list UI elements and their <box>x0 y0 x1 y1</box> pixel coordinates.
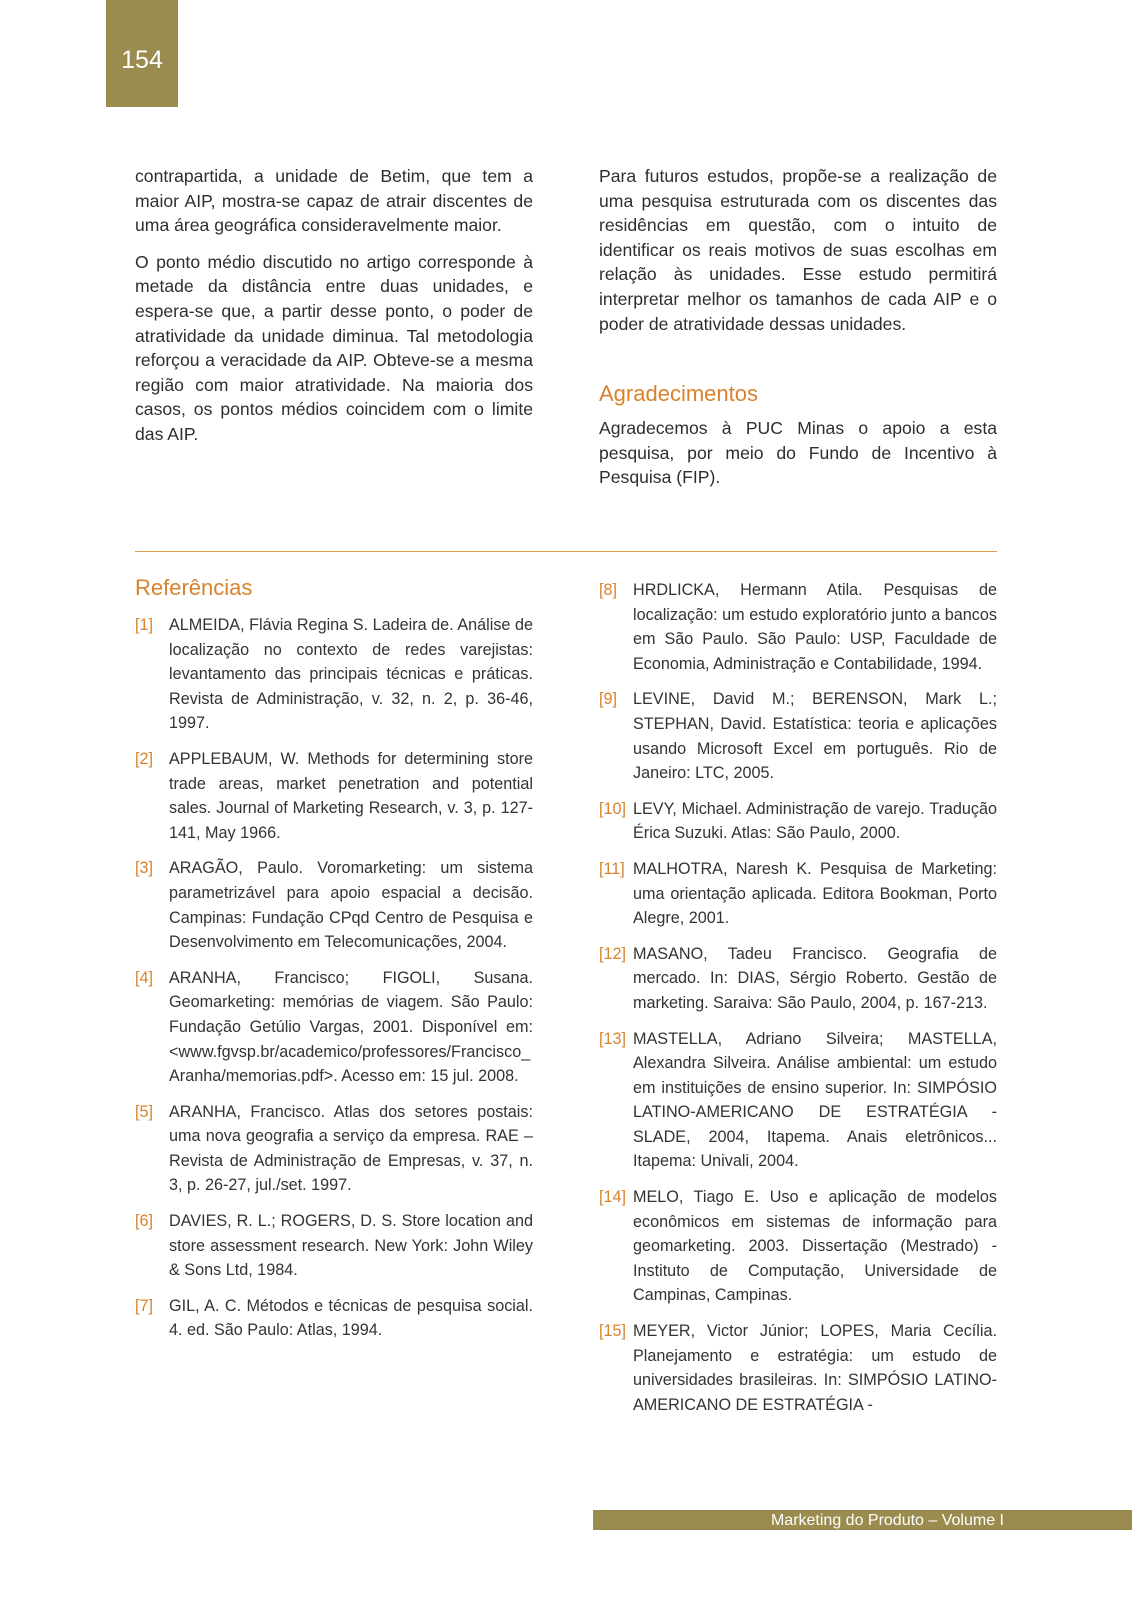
reference-number: [14] <box>599 1188 627 1207</box>
reference-text: HRDLICKA, Hermann Atila. Pesquisas de localização: um estudo exploratório junto a bancos em São Paulo. São Paulo: USP, Faculdade de Economia, Administração e Contabilidade, 1994. <box>633 581 997 673</box>
reference-number: [3] <box>135 859 153 878</box>
reference-item <box>135 613 533 736</box>
reference-number: [8] <box>599 581 617 599</box>
reference-number: [12] <box>599 944 627 963</box>
reference-item <box>135 1100 533 1198</box>
body-paragraph: O ponto médio discutido no artigo corresponde à metade da distância entre duas unidades, e espera-se que, a partir desse ponto, o poder de atratividade da unidade diminua. Tal metodologia reforçou a veracidade da AIP. Obteve-se a mesma região com maior atratividade. Na maioria dos casos, os pontos médios coincidem com o limite das AIP. <box>135 251 533 444</box>
reference-item <box>135 966 533 1089</box>
reference-number: [2] <box>135 749 153 768</box>
reference-text: ALMEIDA, Flávia Regina S. Ladeira de. Análise de localização no contexto de redes varejistas: levantamento das principais técnicas e práticas. Revista de Administração, v. 32, n. 2, p. 36-46, 1997. <box>169 616 533 733</box>
reference-item <box>599 797 997 846</box>
reference-text: ARANHA, Francisco. Atlas dos setores postais: uma nova geografia a serviço da empresa. RAE – Revista de Administração de Empresas, v. 37, n. 3, p. 26-27, jul./set. 1997. <box>169 1102 533 1195</box>
reference-item <box>135 1209 533 1283</box>
reference-item <box>599 1185 997 1308</box>
page-number: 154 <box>106 0 178 107</box>
reference-text: APPLEBAUM, W. Methods for determining store trade areas, market penetration and potential sales. Journal of Marketing Research, v. 3, p. 127-141, May 1966. <box>169 749 533 842</box>
acknowledgements-text: Agradecemos à PUC Minas o apoio a esta pesquisa, por meio do Fundo de Incentivo à Pesquisa (FIP). <box>599 418 997 488</box>
reference-text: ARANHA, Francisco; FIGOLI, Susana. Geomarketing: memórias de viagem. São Paulo: Fundação Getúlio Vargas, 2001. Disponível em: <www.fgvsp.br/academico/professores/Francisco_Aranha/memorias.pdf>. Acesso em: 15 jul. 2008. <box>169 968 533 1086</box>
right-body-column <box>599 164 997 502</box>
reference-number: [15] <box>599 1322 627 1341</box>
reference-number: [11] <box>599 859 625 878</box>
body-paragraph: Para futuros estudos, propõe-se a realização de uma pesquisa estruturada com os discentes das residências em questão, com o intuito de identificar os reais motivos de suas escolhas em relação às unidades. Esse estudo permitirá interpretar melhor os tamanhos de cada AIP e o poder de atratividade dessas unidades. <box>599 166 997 334</box>
reference-text: MEYER, Victor Júnior; LOPES, Maria Cecília. Planejamento e estratégia: um estudo de universidades brasileiras. In: SIMPÓSIO LATINO-AMERICANO DE ESTRATÉGIA - <box>633 1322 997 1414</box>
references-title: Referências <box>135 575 253 600</box>
reference-item <box>599 1319 997 1417</box>
reference-number: [7] <box>135 1296 153 1315</box>
section-divider <box>135 551 997 552</box>
reference-text: DAVIES, R. L.; ROGERS, D. S. Store location and store assessment research. New York: John Wiley & Sons Ltd, 1984. <box>169 1212 533 1280</box>
reference-number: [9] <box>599 690 617 709</box>
reference-text: LEVY, Michael. Administração de varejo. Tradução Érica Suzuki. Atlas: São Paulo, 2000. <box>633 799 997 843</box>
left-body-column <box>135 164 533 459</box>
footer-title: Marketing do Produto – Volume I <box>770 1512 1004 1529</box>
reference-text: LEVINE, David M.; BERENSON, Mark L.; STEPHAN, David. Estatística: teoria e aplicações usando Microsoft Excel em português. Rio de Janeiro: LTC, 2005. <box>633 690 997 783</box>
reference-number: [1] <box>135 616 153 634</box>
reference-text: MALHOTRA, Naresh K. Pesquisa de Marketing: uma orientação aplicada. Editora Bookman, Porto Alegre, 2001. <box>633 859 997 928</box>
reference-item <box>599 857 997 931</box>
reference-item <box>599 578 997 676</box>
reference-number: [6] <box>135 1212 153 1231</box>
acknowledgements-title: Agradecimentos <box>599 381 758 407</box>
reference-text: MASANO, Tadeu Francisco. Geografia de mercado. In: DIAS, Sérgio Roberto. Gestão de marketing. Saraiva: São Paulo, 2004, p. 167-213. <box>633 944 997 1012</box>
reference-item <box>135 747 533 845</box>
reference-item <box>135 1294 533 1343</box>
reference-item <box>135 856 533 954</box>
reference-text: MELO, Tiago E. Uso e aplicação de modelos econômicos em sistemas de informação para geomarketing. 2003. Dissertação (Mestrado) - Instituto de Computação, Universidade de Campinas, Campinas. <box>633 1188 997 1305</box>
reference-item <box>599 687 997 785</box>
reference-text: ARAGÃO, Paulo. Voromarketing: um sistema parametrizável para apoio espacial a decisão. Campinas: Fundação CPqd Centro de Pesquisa e Desenvolvimento em Telecomunicações, 2004. <box>169 859 533 952</box>
footer-bar <box>593 1510 1132 1530</box>
reference-number: [13] <box>599 1029 627 1048</box>
references-right-column <box>599 578 997 1428</box>
reference-item <box>599 1027 997 1175</box>
reference-number: [10] <box>599 799 627 818</box>
body-paragraph: contrapartida, a unidade de Betim, que tem a maior AIP, mostra-se capaz de atrair discentes de uma área geográfica consideravelmente maior. <box>135 166 533 236</box>
reference-item <box>599 942 997 1016</box>
reference-text: GIL, A. C. Métodos e técnicas de pesquisa social. 4. ed. São Paulo: Atlas, 1994. <box>169 1296 533 1340</box>
reference-number: [4] <box>135 968 153 987</box>
references-left-column <box>135 613 533 1354</box>
reference-number: [5] <box>135 1102 153 1121</box>
reference-text: MASTELLA, Adriano Silveira; MASTELLA, Alexandra Silveira. Análise ambiental: um estudo em instituições de ensino superior. In: SIMPÓSIO LATINO-AMERICANO DE ESTRATÉGIA - SLADE, 2004, Itapema. Anais eletrônicos... Itapema: Univali, 2004. <box>633 1029 997 1171</box>
